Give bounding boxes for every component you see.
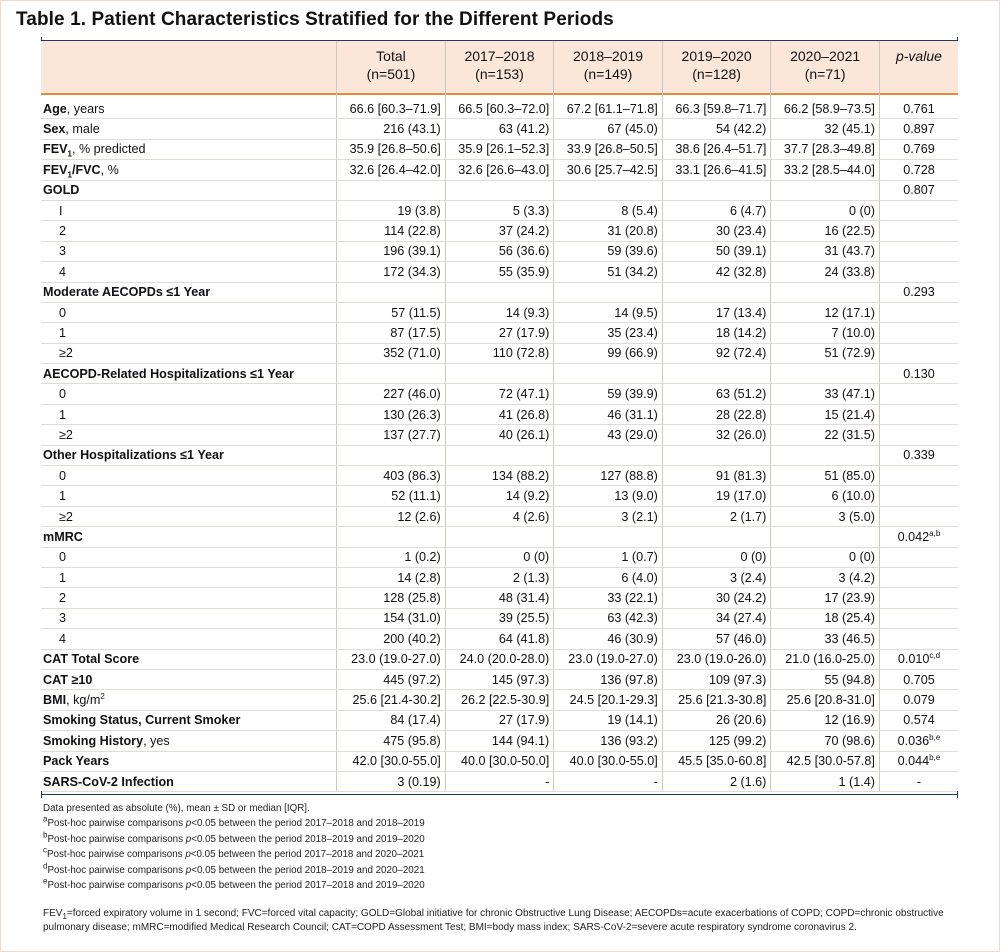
table-row: 2 114 (22.8) 37 (24.2) 31 (20.8) 30 (23.4) 16 (22.5): [41, 221, 958, 241]
table-row: 0 227 (46.0) 72 (47.1) 59 (39.9) 63 (51.2) 33 (47.1): [41, 384, 958, 404]
table-row: Smoking History, yes 475 (95.8) 144 (94.1) 136 (93.2) 125 (99.2) 70 (98.6) 0.036$^{b,e}$: [41, 731, 958, 751]
table-row: AECOPD-Related Hospitalizations ≤1 Year 0.130: [41, 364, 958, 384]
header-row: [41, 41, 958, 99]
patient-characteristics-table: [41, 41, 958, 792]
table-notes: [43, 801, 425, 893]
table-row: 3 196 (39.1) 56 (36.6) 59 (39.6) 50 (39.1) 31 (43.7): [41, 241, 958, 261]
table-row: $FEV_1$/FVC, % 32.6 [26.4–42.0] 32.6 [26.6–43.0] 30.6 [25.7–42.5] 33.1 [26.6–41.5] 33.2 [28.5–44.0] 0.728: [41, 160, 958, 180]
header-2020-2021: 2020–2021 (n=71): [771, 41, 880, 99]
header-2019-2020: 2019–2020 (n=128): [662, 41, 771, 99]
table-row: GOLD 0.807: [41, 180, 958, 200]
table-row: Other Hospitalizations ≤1 Year 0.339: [41, 445, 958, 465]
table-row: 3 154 (31.0) 39 (25.5) 63 (42.3) 34 (27.4) 18 (25.4): [41, 608, 958, 628]
table-row: ≥2 352 (71.0) 110 (72.8) 99 (66.9) 92 (72.4) 51 (72.9): [41, 343, 958, 363]
note-intro: Data presented as absolute (%), mean ± SD or median [IQR].: [43, 803, 310, 814]
table-row: Pack Years 42.0 [30.0-55.0] 40.0 [30.0-50.0] 40.0 [30.0-55.0] 45.5 [35.0-60.8] 42.5 [30.0-57.8] 0.044$^{b,e}$: [41, 751, 958, 771]
footnote-c: $^c$Post-hoc pairwise comparisons p<0.05 between the period 2017–2018 and 2020–2021: [43, 845, 425, 861]
table-row: Age, years 66.6 [60.3–71.9] 66.5 [60.3–72.0] 67.2 [61.1–71.8] 66.3 [59.8–71.7] 66.2 [58.9–73.5] 0.761: [41, 99, 958, 119]
table-row: 0 57 (11.5) 14 (9.3) 14 (9.5) 17 (13.4) 12 (17.1): [41, 302, 958, 322]
table-row: 0 403 (86.3) 134 (88.2) 127 (88.8) 91 (81.3) 51 (85.0): [41, 466, 958, 486]
table-row: 1 14 (2.8) 2 (1.3) 6 (4.0) 3 (2.4) 3 (4.2): [41, 567, 958, 587]
table-row: 1 87 (17.5) 27 (17.9) 35 (23.4) 18 (14.2) 7 (10.0): [41, 323, 958, 343]
header-total: Total (n=501): [337, 41, 446, 99]
table-row: ≥2 12 (2.6) 4 (2.6) 3 (2.1) 2 (1.7) 3 (5.0): [41, 506, 958, 526]
table-row: I 19 (3.8) 5 (3.3) 8 (5.4) 6 (4.7) 0 (0): [41, 200, 958, 220]
table-row: Smoking Status, Current Smoker 84 (17.4) 27 (17.9) 19 (14.1) 26 (20.6) 12 (16.9) 0.574: [41, 710, 958, 730]
table-row: mMRC 0.042$^{a,b}$: [41, 527, 958, 547]
table-row: 1 130 (26.3) 41 (26.8) 46 (31.1) 28 (22.8) 15 (21.4): [41, 404, 958, 424]
table-row: 4 200 (40.2) 64 (41.8) 46 (30.9) 57 (46.0) 33 (46.5): [41, 629, 958, 649]
bottom-rule: [41, 794, 958, 795]
footnote-e: $^e$Post-hoc pairwise comparisons p<0.05 between the period 2017–2018 and 2019–2020: [43, 876, 425, 892]
table-row: 0 1 (0.2) 0 (0) 1 (0.7) 0 (0) 0 (0): [41, 547, 958, 567]
table-row: CAT ≥10 445 (97.2) 145 (97.3) 136 (97.8) 109 (97.3) 55 (94.8) 0.705: [41, 669, 958, 689]
footnote-a: $^a$Post-hoc pairwise comparisons p<0.05 between the period 2017–2018 and 2018–2019: [43, 815, 425, 830]
header-2017-2018: 2017–2018 (n=153): [445, 41, 554, 99]
table-row: SARS-CoV-2 Infection 3 (0.19) - - 2 (1.6) 1 (1.4) -: [41, 771, 958, 791]
header-2018-2019: 2018–2019 (n=149): [554, 41, 663, 99]
table-row: 2 128 (25.8) 48 (31.4) 33 (22.1) 30 (24.2) 17 (23.9): [41, 588, 958, 608]
footnote-b: $^b$Post-hoc pairwise comparisons p<0.05 between the period 2018–2019 and 2019–2020: [43, 830, 425, 845]
header-blank: [41, 41, 337, 99]
table-row: CAT Total Score 23.0 (19.0-27.0) 24.0 (20.0-28.0) 23.0 (19.0-27.0) 23.0 (19.0-26.0) 21.0 (16.0-25.0) 0.010$^{c,d}$: [41, 649, 958, 669]
table-row: 4 172 (34.3) 55 (35.9) 51 (34.2) 42 (32.8) 24 (33.8): [41, 262, 958, 282]
table-row: BMI, $kg/m^2$ 25.6 [21.4-30.2] 26.2 [22.5-30.9] 24.5 [20.1-29.3] 25.6 [21.3-30.8] 25.6 [20.8-31.0] 0.079: [41, 690, 958, 710]
table-row: Sex, male 216 (43.1) 63 (41.2) 67 (45.0) 54 (42.2) 32 (45.1) 0.897: [41, 119, 958, 139]
table-row: ≥2 137 (27.7) 40 (26.1) 43 (29.0) 32 (26.0) 22 (31.5): [41, 425, 958, 445]
header-p-value: p-value: [879, 41, 958, 99]
abbreviations-note: $FEV_1=forced$ expiratory volume in 1 second; FVC=forced vital capacity; GOLD=Global initiative for chronic Obstructive Lung Disease; AECOPDs=acute exacerbations of COPD; COPD=chronic obstructive pulmonary disease; mMRC=modified Medical Research Council; CAT=COPD Assessment Test; BMI=body mass index; SARS-CoV-2=severe acute respiratory syndrome coronavirus 2.: [43, 908, 944, 933]
table-row: Moderate AECOPDs ≤1 Year 0.293: [41, 282, 958, 302]
table-title: Table 1. Patient Characteristics Stratified for the Different Periods: [16, 9, 614, 30]
footnote-d: $^d$Post-hoc pairwise comparisons p<0.05 between the period 2018–2019 and 2020–2021: [43, 861, 425, 876]
table-row: $FEV_1$, % predicted 35.9 [26.8–50.6] 35.9 [26.1–52.3] 33.9 [26.8–50.5] 38.6 [26.4–51.7] 37.7 [28.3–49.8] 0.769: [41, 139, 958, 159]
table-row: 1 52 (11.1) 14 (9.2) 13 (9.0) 19 (17.0) 6 (10.0): [41, 486, 958, 506]
